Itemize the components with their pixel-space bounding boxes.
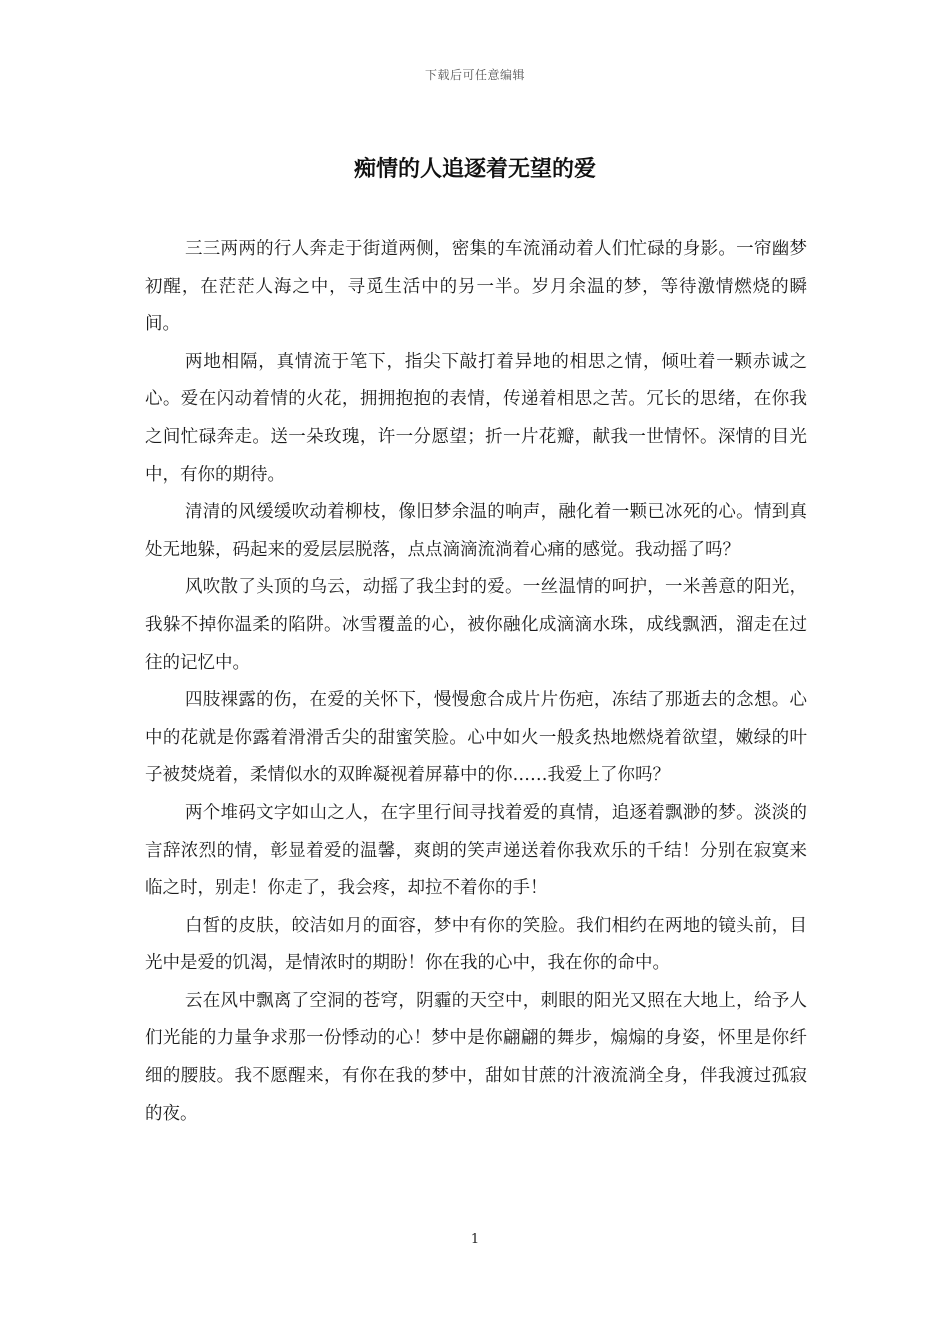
paragraph-5: 四肢裸露的伤，在爱的关怀下，慢慢愈合成片片伤疤，冻结了那逝去的念想。心中的花就是你露着滑滑舌尖的甜蜜笑脸。心中如火一般炙热地燃烧着欲望，嫩绿的叶子被焚烧着，柔情似水的双眸凝视着屏幕中的你……我爱上了你吗？ [145,690,807,786]
paragraph-8: 云在风中飘离了空洞的苍穹，阴霾的天空中，刺眼的阳光又照在大地上，给予人们光能的力量争求那一份悸动的心！梦中是你翩翩的舞步，煽煽的身姿，怀里是你纤细的腰肢。我不愿醒来，有你在我的梦中，甜如甘蔗的汁液流淌全身，伴我渡过孤寂的夜。 [145,990,807,1124]
article-body [145,231,807,1133]
paragraph-3: 清清的风缓缓吹动着柳枝，像旧梦余温的响声，融化着一颗已冰死的心。情到真处无地躲，码起来的爱层层脱落，点点滴滴流淌着心痛的感觉。我动摇了吗？ [145,502,807,560]
paragraph-2: 两地相隔，真情流于笔下，指尖下敲打着异地的相思之情，倾吐着一颗赤诚之心。爱在闪动着情的火花，拥拥抱抱的表情，传递着相思之苦。冗长的思绪，在你我之间忙碌奔走。送一朵玫瑰，许一分愿望；折一片花瓣，献我一世情怀。深情的目光中，有你的期待。 [145,351,807,485]
page-header-note: 下载后可任意编辑 [424,68,525,82]
article-title: 痴情的人追逐着无望的爱 [353,156,596,182]
paragraph-4: 风吹散了头顶的乌云，动摇了我尘封的爱。一丝温情的呵护，一米善意的阳光，我躲不掉你温柔的陷阱。冰雪覆盖的心，被你融化成滴滴水珠，成线飘洒，溜走在过往的记忆中。 [145,577,807,673]
page-number: 1 [470,1232,480,1247]
paragraph-1: 三三两两的行人奔走于街道两侧，密集的车流涌动着人们忙碌的身影。一帘幽梦初醒，在茫茫人海之中，寻觅生活中的另一半。岁月余温的梦，等待激情燃烧的瞬间。 [145,239,807,335]
paragraph-6: 两个堆码文字如山之人，在字里行间寻找着爱的真情，追逐着飘渺的梦。淡淡的言辞浓烈的情，彰显着爱的温馨，爽朗的笑声递送着你我欢乐的千结！分别在寂寞来临之时，别走！你走了，我会疼，却拉不着你的手！ [145,802,807,899]
paragraph-7: 白皙的皮肤，皎洁如月的面容，梦中有你的笑脸。我们相约在两地的镜头前，目光中是爱的饥渴，是情浓时的期盼！你在我的心中，我在你的命中。 [145,915,807,974]
